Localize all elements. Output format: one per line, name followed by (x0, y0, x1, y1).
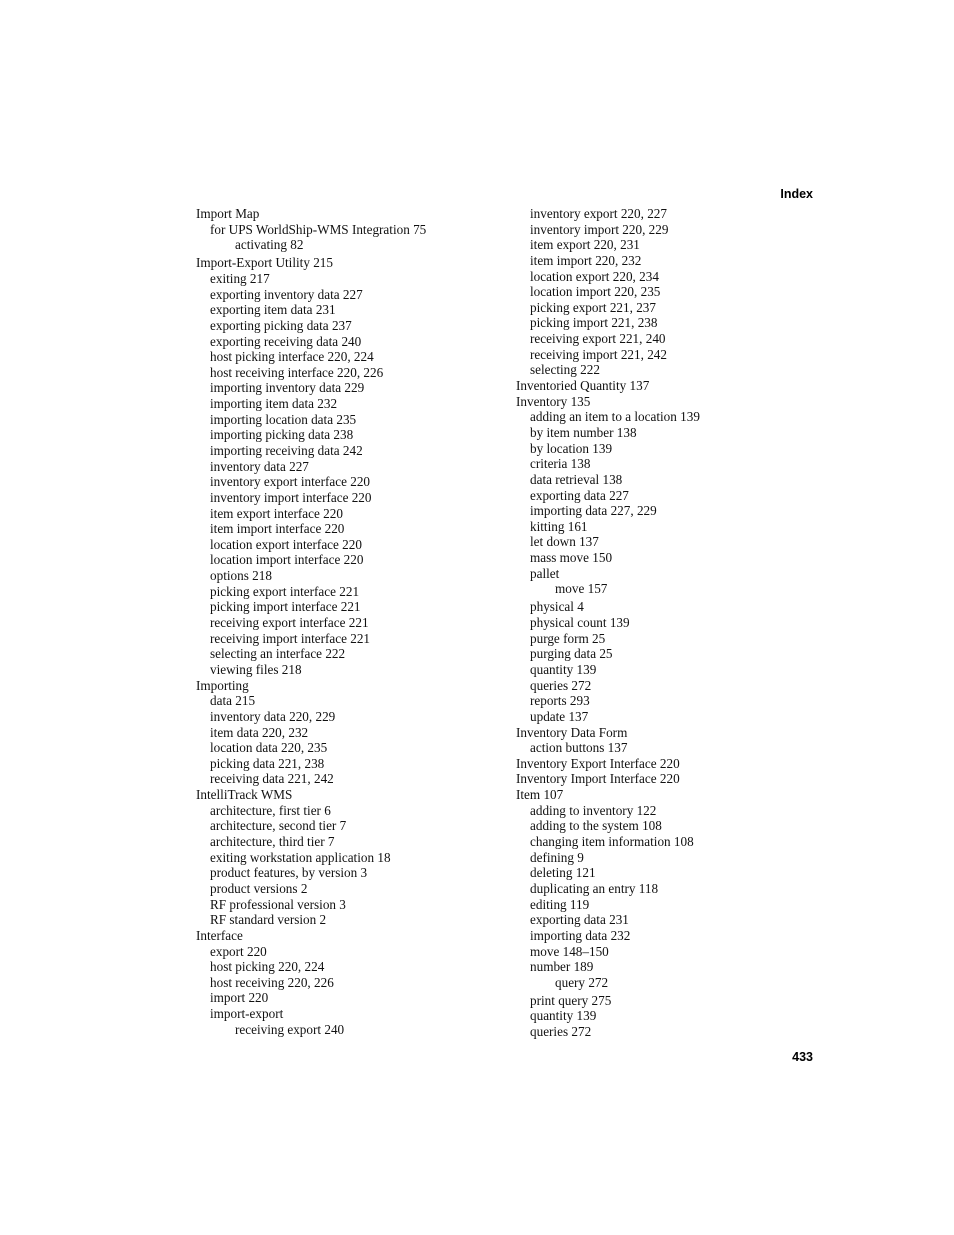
index-subentry: importing location data 235 (210, 411, 357, 427)
index-entry: IntelliTrack WMS (196, 787, 293, 803)
page-number: 433 (792, 1050, 813, 1064)
index-subentry: number 189 (530, 959, 594, 975)
index-subentry: deleting 121 (530, 865, 596, 881)
index-subentry: product features, by version 3 (210, 865, 368, 881)
index-subentry: picking data 221, 238 (210, 755, 325, 771)
index-subentry: host receiving 220, 226 (210, 974, 334, 990)
index-entry: Inventory Import Interface 220 (516, 771, 680, 787)
index-subentry: host receiving interface 220, 226 (210, 364, 384, 380)
index-subentry: defining 9 (530, 849, 584, 865)
index-subentry: selecting 222 (530, 362, 600, 378)
index-subentry: importing receiving data 242 (210, 443, 363, 458)
index-entry: Inventory 135 (516, 393, 591, 409)
index-subentry: kitting 161 (530, 518, 588, 534)
index-subentry: exporting data 231 (530, 912, 629, 928)
index-subentry: inventory data 220, 229 (210, 708, 336, 724)
index-subentry: quantity 139 (530, 661, 597, 677)
index-subentry: duplicating an entry 118 (530, 880, 659, 896)
index-subentry: item import 220, 232 (530, 252, 642, 268)
index-subentry: move 148–150 (530, 943, 609, 959)
index-subentry: picking export interface 221 (210, 583, 360, 599)
index-subentry: exporting receiving data 240 (210, 333, 362, 349)
index-column-left (196, 206, 506, 1037)
index-subentry: importing data 232 (530, 927, 631, 943)
index-subentry: activating 82 (235, 237, 304, 253)
index-entry: Interface (196, 927, 243, 943)
index-column-right (516, 206, 826, 1040)
index-subentry: viewing files 218 (210, 661, 302, 677)
index-subentry: purging data 25 (530, 646, 613, 662)
index-subentry: inventory data 227 (210, 458, 309, 474)
index-subentry: receiving export 240 (235, 1021, 345, 1037)
index-subentry: reports 293 (530, 693, 590, 709)
index-subentry: exporting item data 231 (210, 302, 336, 318)
index-subentry: inventory import interface 220 (210, 489, 372, 505)
index-subentry: importing picking data 238 (210, 427, 354, 443)
index-subentry: location export interface 220 (210, 536, 362, 552)
index-subentry: receiving import interface 221 (210, 630, 371, 646)
index-subentry: by item number 138 (530, 424, 637, 440)
index-entry: Inventory Export Interface 220 (516, 755, 680, 771)
index-subentry: architecture, second tier 7 (210, 818, 347, 834)
index-subentry: physical count 139 (530, 615, 630, 631)
index-subentry: importing inventory data 229 (210, 380, 365, 396)
index-subentry: import-export (210, 1006, 284, 1022)
index-subentry: location import 220, 235 (530, 284, 661, 300)
index-subentry: importing item data 232 (210, 396, 338, 412)
index-subentry: adding to the system 108 (530, 818, 662, 834)
index-subentry: picking export 221, 237 (530, 299, 656, 315)
index-subentry: print query 275 (530, 992, 612, 1008)
index-subentry: importing data 227, 229 (530, 503, 657, 519)
index-subentry: changing item information 108 (530, 834, 694, 850)
index-subentry: criteria 138 (530, 456, 591, 472)
index-subentry: physical 4 (530, 599, 584, 615)
index-subentry: item data 220, 232 (210, 724, 309, 740)
index-subentry: data 215 (210, 693, 256, 709)
index-subentry: product versions 2 (210, 880, 308, 896)
index-subentry: pallet (530, 565, 560, 581)
index-subentry: receiving data 221, 242 (210, 771, 334, 787)
index-subentry: editing 119 (530, 896, 590, 912)
index-subentry: RF professional version 3 (210, 896, 346, 912)
index-subentry: queries 272 (530, 1024, 592, 1040)
index-subentry: receiving import 221, 242 (530, 346, 667, 362)
index-entry: Import-Export Utility 215 (196, 255, 333, 271)
index-subentry: data retrieval 138 (530, 471, 623, 487)
index-subentry: location export 220, 234 (530, 268, 659, 284)
index-entry: Import Map (196, 206, 260, 221)
index-subentry: exporting data 227 (530, 487, 629, 503)
index-subentry: quantity 139 (530, 1008, 597, 1024)
index-subentry: update 137 (530, 708, 589, 724)
index-subentry: for UPS WorldShip-WMS Integration 75 (210, 221, 427, 237)
index-subentry: exiting workstation application 18 (210, 849, 391, 865)
index-subentry: exiting 217 (210, 270, 270, 286)
index-subentry: query 272 (555, 974, 609, 990)
index-subentry: receiving export interface 221 (210, 615, 369, 631)
index-subentry: inventory export interface 220 (210, 474, 371, 490)
index-subentry: host picking 220, 224 (210, 959, 325, 975)
index-subentry: inventory export 220, 227 (530, 206, 667, 221)
index-subentry: item import interface 220 (210, 521, 345, 537)
index-subentry: item export 220, 231 (530, 237, 640, 253)
index-subentry: location data 220, 235 (210, 740, 328, 756)
index-subentry: purge form 25 (530, 630, 606, 646)
index-subentry: adding to inventory 122 (530, 802, 657, 818)
index-subentry: RF standard version 2 (210, 912, 327, 928)
index-subentry: queries 272 (530, 677, 592, 693)
index-subentry: host picking interface 220, 224 (210, 349, 374, 365)
index-entry: Importing (196, 677, 249, 693)
index-subentry: receiving export 221, 240 (530, 331, 666, 347)
index-subentry: exporting picking data 237 (210, 317, 352, 333)
index-subentry: inventory import 220, 229 (530, 221, 669, 237)
index-subentry: action buttons 137 (530, 740, 628, 756)
index-subentry: import 220 (210, 990, 269, 1006)
index-subentry: let down 137 (530, 534, 599, 550)
index-subentry: picking import 221, 238 (530, 315, 658, 331)
index-subentry: selecting an interface 222 (210, 646, 346, 662)
index-subentry: architecture, third tier 7 (210, 834, 335, 850)
index-entry: Inventory Data Form (516, 724, 628, 740)
index-subentry: location import interface 220 (210, 552, 364, 568)
index-subentry: export 220 (210, 943, 267, 959)
index-subentry: mass move 150 (530, 550, 613, 566)
index-subentry: move 157 (555, 581, 608, 597)
index-subentry: adding an item to a location 139 (530, 409, 700, 425)
index-entry: Item 107 (516, 787, 564, 803)
index-subentry: picking import interface 221 (210, 599, 361, 615)
index-subentry: architecture, first tier 6 (210, 802, 331, 818)
index-subentry: item export interface 220 (210, 505, 343, 521)
index-subentry: options 218 (210, 568, 272, 584)
index-subentry: exporting inventory data 227 (210, 286, 363, 302)
index-entry: Inventoried Quantity 137 (516, 378, 650, 394)
index-subentry: by location 139 (530, 440, 613, 456)
running-header: Index (780, 187, 813, 201)
